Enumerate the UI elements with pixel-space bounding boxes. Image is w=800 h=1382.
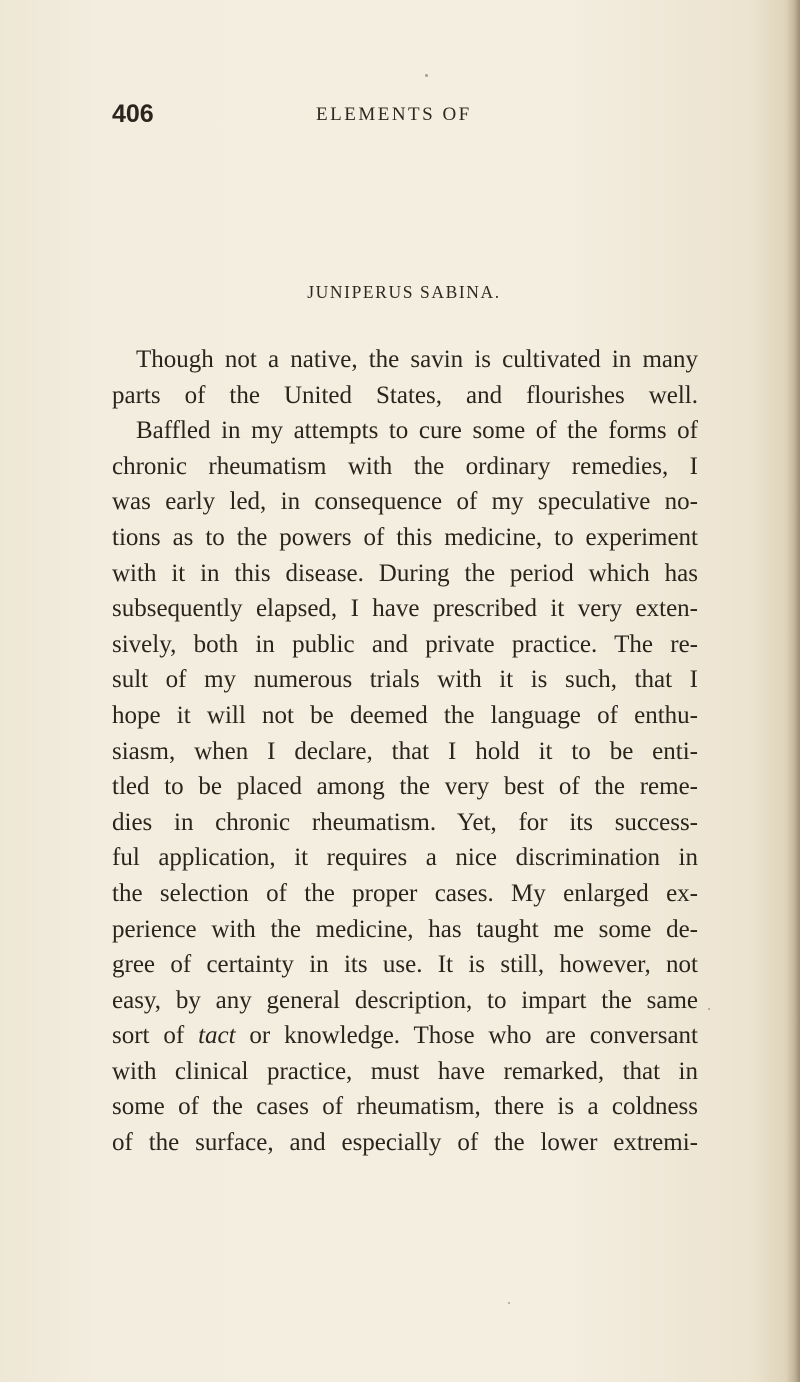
- text-line: dies in chronic rheumatism. Yet, for its success-: [112, 808, 698, 836]
- paper-speck: [508, 1302, 510, 1304]
- emphasized-word: tact: [198, 1022, 236, 1050]
- text-line: the selection of the proper cases. My enlarged ex-: [112, 879, 698, 907]
- text-line: with it in this disease. During the period which has: [112, 559, 698, 587]
- text-line: subsequently elapsed, I have prescribed it very exten-: [112, 595, 698, 623]
- text-line: parts of the United States, and flourishes well.: [112, 381, 698, 409]
- text-line: some of the cases of rheumatism, there is a coldness: [112, 1093, 698, 1121]
- paper-speck: [425, 74, 428, 77]
- text-segment: sort of: [112, 1022, 199, 1050]
- text-line: gree of certainty in its use. It is still, however, not: [112, 951, 698, 979]
- text-segment: or knowledge. Those who are conversant: [235, 1022, 699, 1050]
- text-line: chronic rheumatism with the ordinary remedies, I: [112, 452, 698, 480]
- text-line: with clinical practice, must have remarked, that in: [112, 1057, 698, 1085]
- running-head-title: ELEMENTS OF: [316, 104, 472, 125]
- section-heading: JUNIPERUS SABINA.: [307, 282, 501, 302]
- text-line: was early led, in consequence of my speculative no-: [112, 488, 698, 516]
- text-line: sively, both in public and private practice. The re-: [112, 630, 698, 658]
- running-head: [0, 100, 800, 132]
- text-line: hope it will not be deemed the language of enthu-: [112, 701, 698, 729]
- page-edge-shadow: [786, 0, 800, 1382]
- text-line: Though not a native, the savin is cultivated in many: [136, 346, 698, 373]
- text-line: tions as to the powers of this medicine, to experiment: [112, 523, 698, 551]
- paper-speck: [708, 1008, 710, 1010]
- page-number: 406: [112, 100, 154, 128]
- text-line: easy, by any general description, to impart the same: [112, 986, 698, 1014]
- text-line: of the surface, and especially of the lower extremi-: [112, 1129, 698, 1157]
- text-line: siasm, when I declare, that I hold it to be enti-: [112, 737, 698, 765]
- text-line: Baffled in my attempts to cure some of the forms of: [136, 417, 698, 445]
- text-line: perience with the medicine, has taught me some de-: [112, 915, 698, 943]
- text-line-with-emphasis: [112, 1018, 698, 1054]
- text-line: sult of my numerous trials with it is such, that I: [112, 666, 698, 694]
- text-line: tled to be placed among the very best of the reme-: [112, 773, 698, 801]
- body-text: [112, 342, 698, 1161]
- text-line: ful application, it requires a nice discrimination in: [112, 844, 698, 872]
